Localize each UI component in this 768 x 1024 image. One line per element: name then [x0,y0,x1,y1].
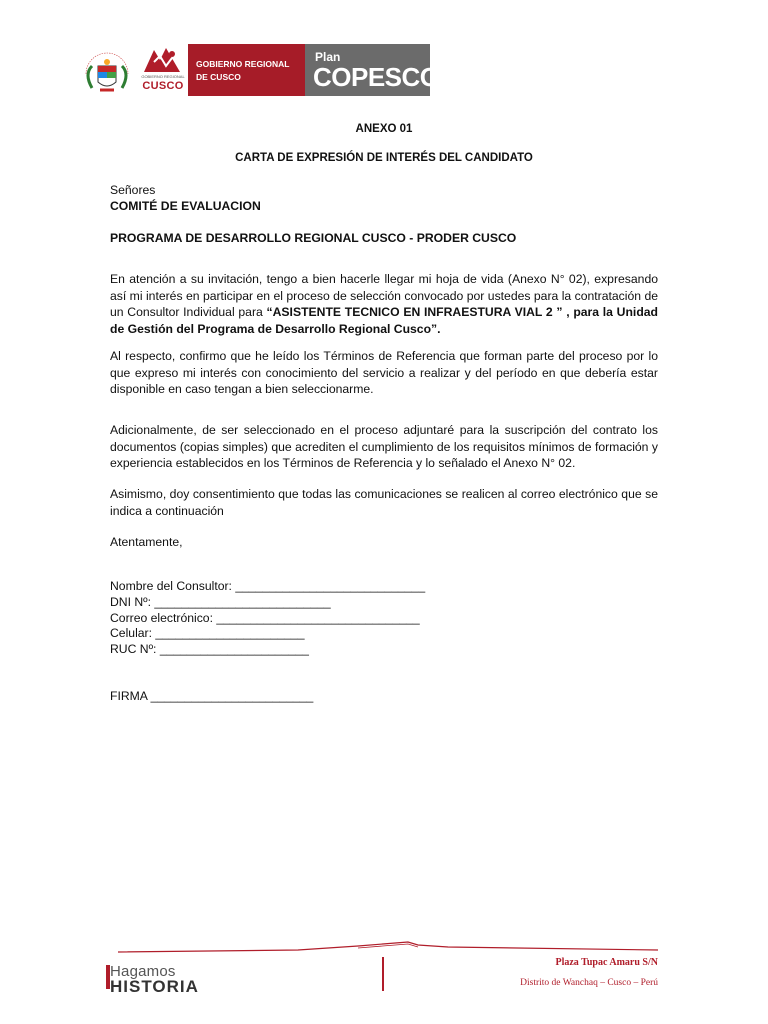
cusco-logo-text: CUSCO [142,80,184,92]
committee-name: COMITÉ DE EVALUACION [110,199,261,213]
position-title: “ASISTENTE TECNICO EN INFRAESTURA VIAL 2 ” , para la Unidad de Gestión del Programa de Desarrollo Regional Cusco”. [110,305,658,336]
gobierno-regional-cusco-logo [140,44,186,96]
gobierno-regional-banner [188,44,305,96]
closing: Atentamente, [110,535,183,549]
program-name: PROGRAMA DE DESARROLLO REGIONAL CUSCO - PRODER CUSCO [110,231,517,245]
gob-line-2: DE CUSCO [196,72,241,82]
cusco-logo-caption: GOBIERNO REGIONAL [141,74,185,79]
paragraph-consent: Asimismo, doy consentimiento que todas las comunicaciones se realicen al correo electrónico que se indica a continuación [110,487,658,518]
paragraph-invitation-text: En atención a su invitación, tengo a bien hacerle llegar mi hoja de vida (Anexo N° 02), expresando así mi interés en participar en el proceso de selección convocado por ustedes para la contratación de un Consultor Individual para [110,272,658,319]
gob-line-1: GOBIERNO REGIONAL [196,59,290,69]
signature-field[interactable]: FIRMA ________________________ [110,689,314,703]
footer-address-line-2: Distrito de Wanchaq – Cusco – Perú [520,978,658,988]
plan-copesco-banner [305,44,440,96]
footer-divider [382,957,384,991]
salutation: Señores [110,183,156,197]
consultant-name-field[interactable]: Nombre del Consultor: ____________________________ [110,579,426,593]
email-field[interactable]: Correo electrónico: ______________________________ [110,611,420,625]
paragraph-confirmation: Al respecto, confirmo que he leído los Términos de Referencia que forman parte del proceso por lo que expreso mi interés con conocimiento del servicio a realizar y del período en que debería estar disponible en caso tengan a bien seleccionarme. [110,349,658,396]
paragraph-invitation [110,271,658,337]
copesco-label: COPESCO [313,62,440,92]
brand-line-2: HISTORIA [110,977,199,996]
ruc-field[interactable]: RUC Nº: ______________________ [110,642,309,656]
paragraph-documents: Adicionalmente, de ser seleccionado en el proceso adjuntaré para la suscripción del contrato los documentos (copias simples) que acrediten el cumplimiento de los requisitos mínimos de formación y experiencia establecidos en los Términos de Referencia y lo señalado el Anexo N° 02. [110,423,658,470]
footer-decorative-line [118,938,658,958]
plan-label: Plan [315,50,341,64]
annex-title: ANEXO 01 [355,123,413,135]
footer-address-line-1: Plaza Tupac Amaru S/N [555,957,658,968]
dni-field[interactable]: DNI Nº: __________________________ [110,595,331,609]
peru-coat-of-arms-logo [78,44,136,102]
document-title: CARTA DE EXPRESIÓN DE INTERÉS DEL CANDIDATO [235,152,533,164]
brand-line-1: Hagamos [110,963,176,980]
phone-field[interactable]: Celular: ______________________ [110,626,305,640]
